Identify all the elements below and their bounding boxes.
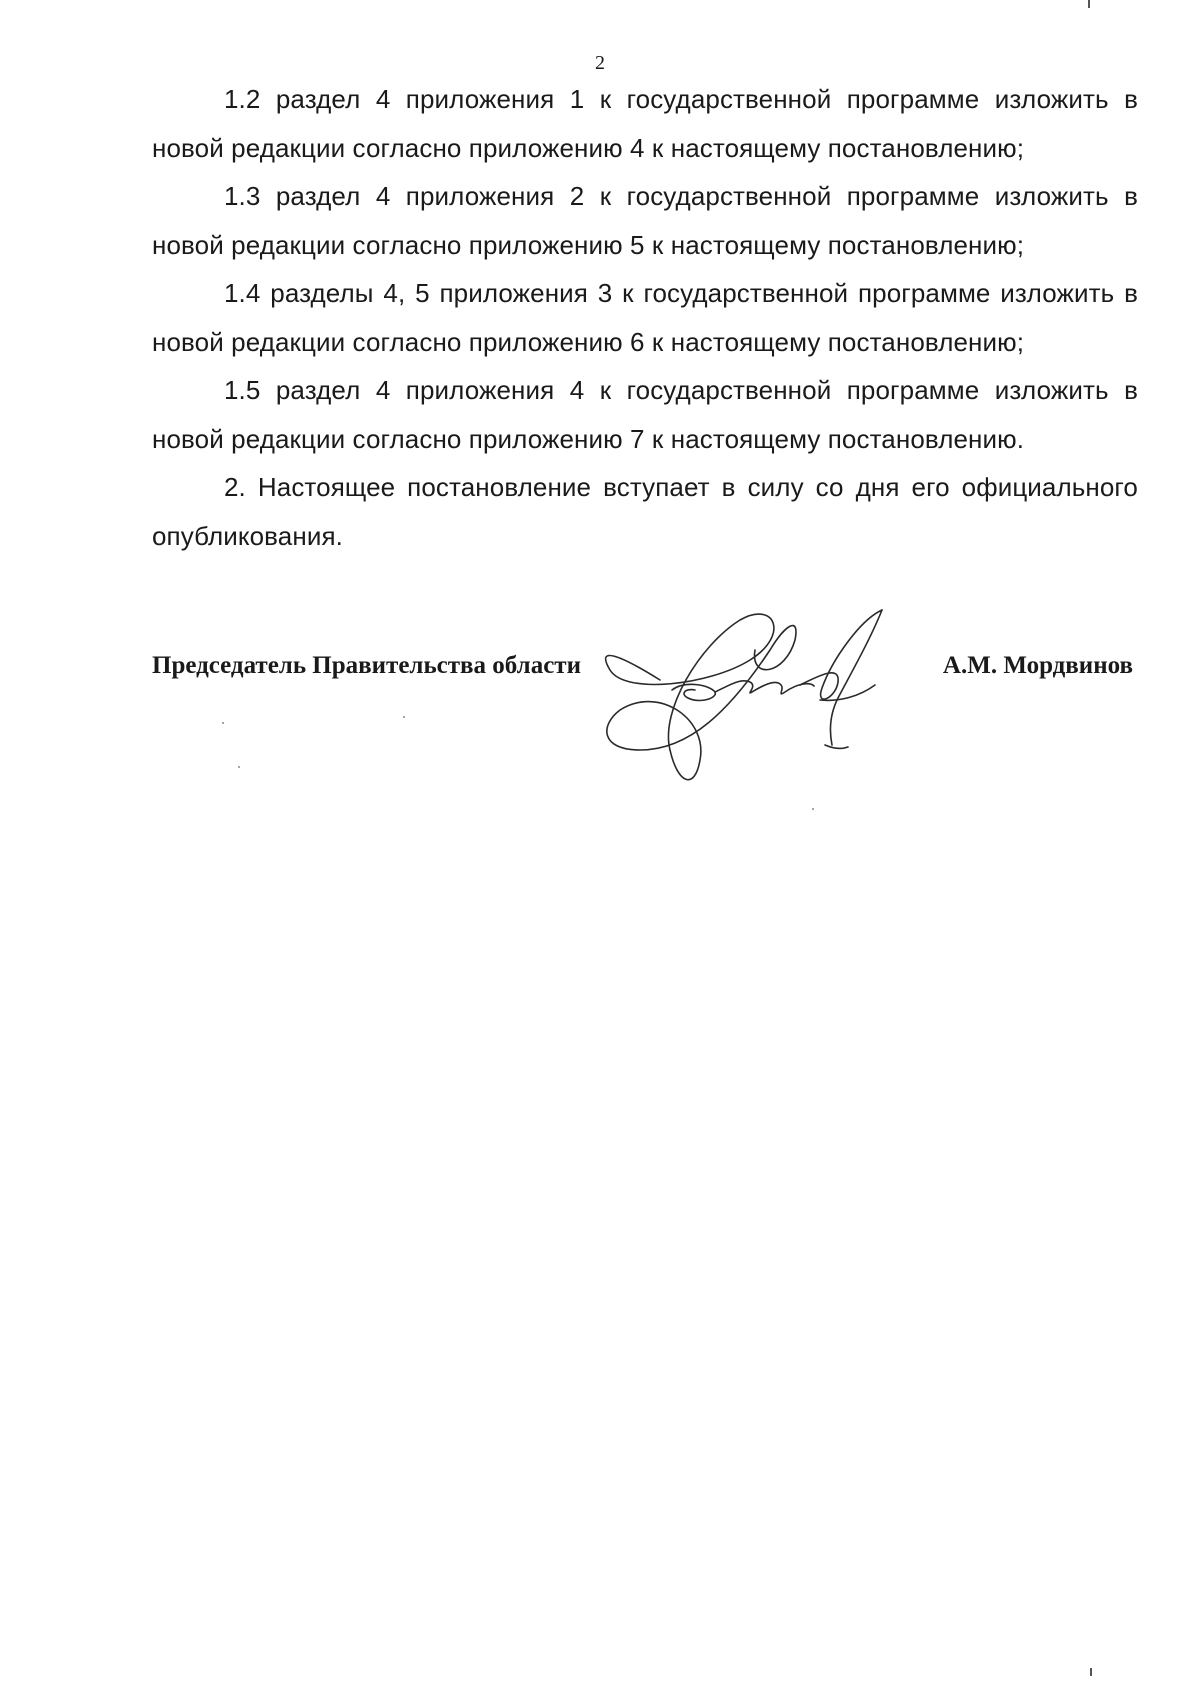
scan-speck <box>812 808 814 810</box>
paragraph-1-4: 1.4 разделы 4, 5 приложения 3 к государственной программе изложить в новой редакции согласно приложению 6 к настоящему постановлению; <box>152 278 1138 357</box>
paragraph-1-2: 1.2 раздел 4 приложения 1 к государственной программе изложить в новой редакции согласно приложению 4 к настоящему постановлению; <box>152 84 1138 163</box>
signatory-name: А.М. Мордвинов <box>942 652 1133 679</box>
paragraph-2: 2. Настоящее постановление вступает в силу со дня его официального опубликования. <box>152 472 1138 551</box>
scan-mark <box>1088 0 1090 8</box>
handwritten-signature <box>600 600 960 800</box>
scan-speck <box>238 766 240 768</box>
scan-speck <box>403 716 405 718</box>
page-number: 2 <box>595 52 605 74</box>
paragraph-1-3: 1.3 раздел 4 приложения 2 к государственной программе изложить в новой редакции согласно приложению 5 к настоящему постановлению; <box>152 181 1138 260</box>
scan-mark <box>1090 1668 1092 1676</box>
signatory-title: Председатель Правительства области <box>152 652 581 679</box>
scan-speck <box>222 722 224 724</box>
document-body <box>152 75 1138 560</box>
paragraph-1-5: 1.5 раздел 4 приложения 4 к государственной программе изложить в новой редакции согласно приложению 7 к настоящему постановлению. <box>152 375 1138 454</box>
